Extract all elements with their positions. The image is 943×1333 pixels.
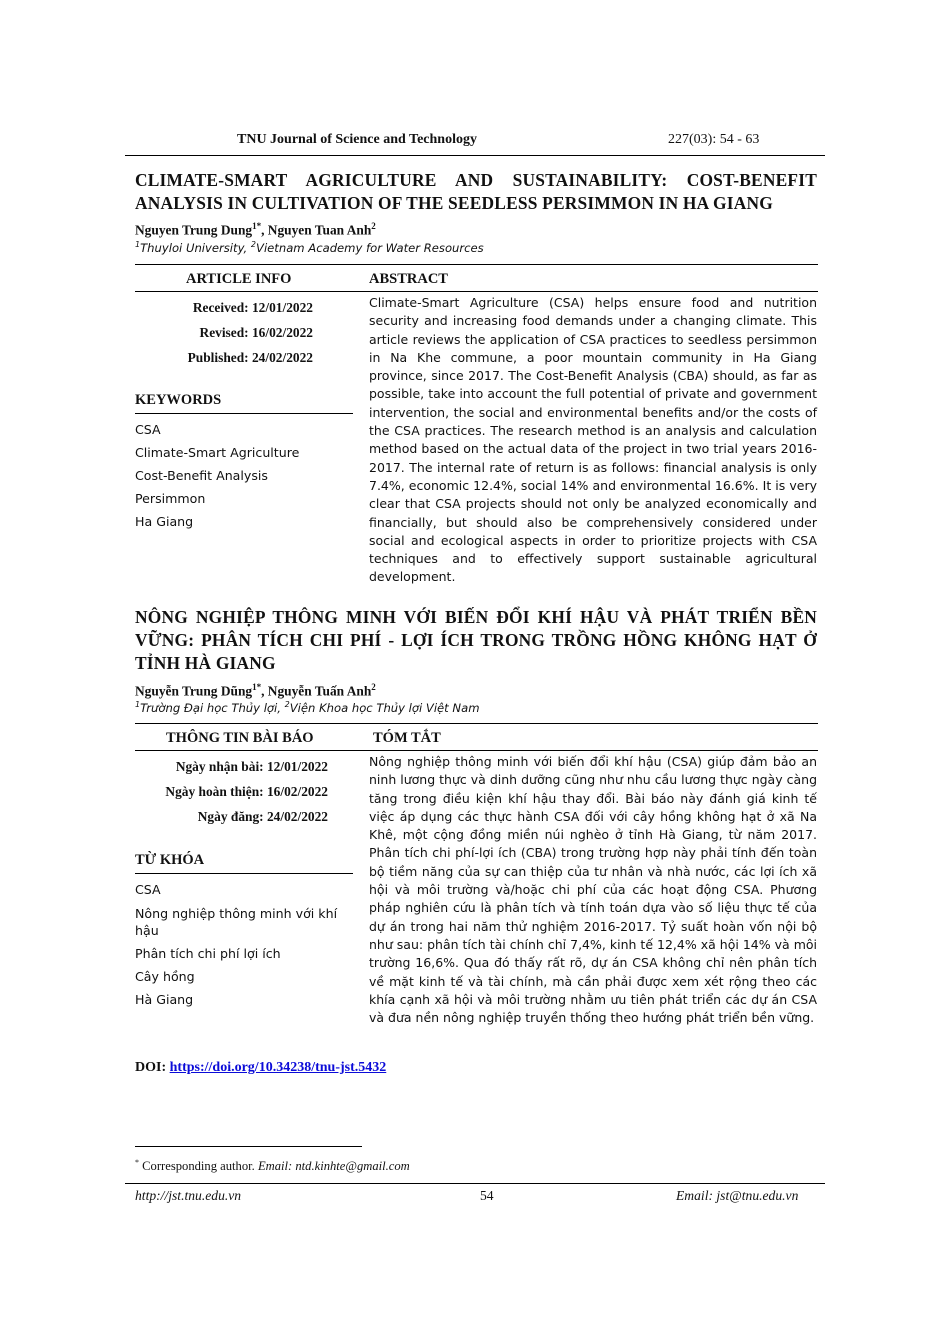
- vn-revised-date: [135, 784, 328, 800]
- info-top-rule: [135, 264, 818, 265]
- received-value: 12/01/2022: [251, 300, 313, 315]
- vn-affil-2-sup: 2: [284, 700, 290, 709]
- doi-label: DOI:: [135, 1060, 170, 1075]
- published-label: Published:: [187, 350, 249, 365]
- vn-author-1-sup: 1*: [252, 682, 262, 692]
- journal-name: TNU Journal of Science and Technology: [237, 132, 477, 147]
- vn-keyword-2: Phân tích chi phí lợi ích: [135, 946, 281, 961]
- footer-email[interactable]: Email: jst@tnu.edu.vn: [676, 1188, 799, 1203]
- header-rule: [125, 155, 825, 156]
- vietnamese-authors: [135, 682, 376, 699]
- affil-2-sup: 2: [250, 240, 257, 249]
- vietnamese-affiliations: [135, 700, 480, 715]
- received-label: Received:: [192, 300, 249, 315]
- footer-website[interactable]: http://jst.tnu.edu.vn: [135, 1188, 242, 1203]
- vn-revised-value: 16/02/2022: [266, 784, 328, 799]
- vn-published-value: 24/02/2022: [266, 809, 328, 824]
- english-affiliations: [135, 240, 484, 255]
- author-2-sup: 2: [371, 221, 376, 231]
- affil-1-sup: 1: [135, 240, 141, 249]
- footer-rule: [125, 1183, 825, 1184]
- vn-author-separator: ,: [261, 683, 268, 699]
- page-number: 54: [480, 1188, 494, 1203]
- vn-author-2-name: Nguyễn Tuấn Anh: [267, 683, 372, 699]
- vn-keyword-3: Cây hồng: [135, 969, 195, 984]
- keyword-2: Cost-Benefit Analysis: [135, 468, 268, 483]
- vn-published-date: [135, 809, 328, 825]
- affil-2: Vietnam Academy for Water Resources: [256, 240, 484, 255]
- keyword-3: Persimmon: [135, 491, 206, 506]
- vn-info-mid-rule: [135, 750, 818, 751]
- corresponding-author-footnote: [135, 1158, 410, 1174]
- vn-info-top-rule: [135, 723, 818, 724]
- vn-received-value: 12/01/2022: [266, 759, 328, 774]
- affil-1: Thuyloi University,: [140, 240, 251, 255]
- vn-received-date: [135, 759, 328, 775]
- published-date: [135, 350, 313, 366]
- vn-affil-1: Trường Đại học Thủy lợi,: [140, 700, 285, 715]
- english-abstract: Climate-Smart Agriculture (CSA) helps ensure food and nutrition security and increasing food demands under a changing climate. This article reviews the application of CSA practices to seedless persimmon in Na Khe commune, a poor mountain community in Ha Giang province, since 2017. The Cost-Benefit Analysis (CBA) should, as far as possible, take into account the full potential of private and government intervention, the social and environmental benefits and/or the costs of the CSA practices. The research method is an analysis and calculation method based on the actual data of the project in two trial years 2016-2017. The internal rate of return is as follows: financial analysis is only 7.4%, economic 12.4%, social 14% and environmental 16.6%. It is very clear that CSA projects should not only be analyzed economically and financially, but should also be comprehensively considered under social and ecological aspects in order to prioritize projects with CSA techniques and to effectively support sustainable agricultural development.: [369, 295, 817, 585]
- keyword-4: Ha Giang: [135, 514, 194, 529]
- keyword-0: CSA: [135, 422, 161, 437]
- issue-pages: 227(03): 54 - 63: [668, 132, 760, 147]
- author-separator: ,: [261, 222, 268, 238]
- footnote-marker: *: [135, 1158, 139, 1167]
- info-mid-rule: [135, 291, 818, 292]
- footnote-rule: [135, 1146, 362, 1147]
- english-title: CLIMATE-SMART AGRICULTURE AND SUSTAINABILITY: COST-BENEFIT ANALYSIS IN CULTIVATION OF THE SEEDLESS PERSIMMON IN HA GIANG: [135, 170, 817, 213]
- revised-value: 16/02/2022: [251, 325, 313, 340]
- author-1-sup: 1*: [252, 221, 262, 231]
- vn-received-label: Ngày nhận bài:: [175, 759, 264, 774]
- vn-abstract-heading: TÓM TẮT: [373, 730, 441, 746]
- vn-affil-1-sup: 1: [135, 700, 141, 709]
- author-1-name: Nguyen Trung Dung: [135, 222, 253, 238]
- vn-published-label: Ngày đăng:: [197, 809, 264, 824]
- revised-date: [135, 325, 313, 341]
- published-value: 24/02/2022: [251, 350, 313, 365]
- abstract-heading: ABSTRACT: [369, 271, 448, 287]
- doi-link[interactable]: https://doi.org/10.34238/tnu-jst.5432: [169, 1060, 387, 1075]
- article-info-heading: ARTICLE INFO: [186, 271, 292, 287]
- vn-keywords-rule: [135, 873, 353, 874]
- vn-affil-2: Viện Khoa học Thủy lợi Việt Nam: [289, 700, 480, 715]
- author-2-name: Nguyen Tuan Anh: [267, 222, 372, 238]
- english-authors: [135, 221, 376, 238]
- footnote-text: Corresponding author.: [139, 1159, 258, 1174]
- received-date: [135, 300, 313, 316]
- keywords-heading: KEYWORDS: [135, 392, 222, 408]
- keyword-1: Climate-Smart Agriculture: [135, 445, 300, 460]
- vn-keyword-1: Nông nghiệp thông minh với khí hậu: [135, 906, 338, 938]
- keywords-rule: [135, 413, 353, 414]
- vietnamese-abstract: Nông nghiệp thông minh với biến đổi khí hậu (CSA) giúp đảm bảo an ninh lương thực và dinh dưỡng cũng như nhu cầu lương thực ngày càng tăng trong điều kiện khí hậu thay đổi. Bài báo này đánh giá kinh tế việc áp dụng các thực hành CSA đối với cây hồng không hạt ở xã Na Khê, một cộng đồng miền núi nghèo ở tỉnh Hà Giang, từ năm 2017. Phân tích chi phí-lợi ích (CBA) trong trường hợp này phải tính đến toàn bộ tiềm năng của sự can thiệp của tư nhân và nhà nước, các lợi ích xã hội và môi trường và/hoặc chi phí của các hoạt động CSA. Phương pháp nghiên cứu là phân tích và tính toán dựa vào số liệu thực tế của dự án trong hai năm thử nghiệm 2016-2017. Tỷ suất hoàn vốn nội bộ như sau: phân tích tài chính chỉ 7,4%, kinh tế 12,4% xã hội 14% và môi trường 16,6%. Qua đó thấy rất rõ, dự án CSA không chỉ nên phân tích về mặt kinh tế và tài chính, mà cần phải được xem xét rộng theo các khía cạnh xã hội và môi trường nhằm ưu tiên phát triển các dự án CSA và đưa nền nông nghiệp truyền thống theo hướng phát triển bền vững.: [369, 754, 817, 1026]
- revised-label: Revised:: [199, 325, 249, 340]
- vn-keywords-heading: TỪ KHÓA: [135, 852, 205, 868]
- vn-author-1-name: Nguyễn Trung Dũng: [135, 683, 253, 699]
- doi-line: [135, 1060, 386, 1076]
- vn-keyword-0: CSA: [135, 882, 161, 897]
- vn-article-info-heading: THÔNG TIN BÀI BÁO: [166, 730, 314, 746]
- footnote-email: Email: ntd.kinhte@gmail.com: [257, 1159, 410, 1174]
- vn-keyword-4: Hà Giang: [135, 992, 194, 1007]
- vietnamese-title: NÔNG NGHIỆP THÔNG MINH VỚI BIẾN ĐỔI KHÍ HẬU VÀ PHÁT TRIỂN BỀN VỮNG: PHÂN TÍCH CHI PHÍ - LỢI ÍCH TRONG TRỒNG HỒNG KHÔNG HẠT Ở TỈNH HÀ GIANG: [135, 607, 817, 673]
- vn-revised-label: Ngày hoàn thiện:: [165, 784, 264, 799]
- vn-author-2-sup: 2: [371, 682, 376, 692]
